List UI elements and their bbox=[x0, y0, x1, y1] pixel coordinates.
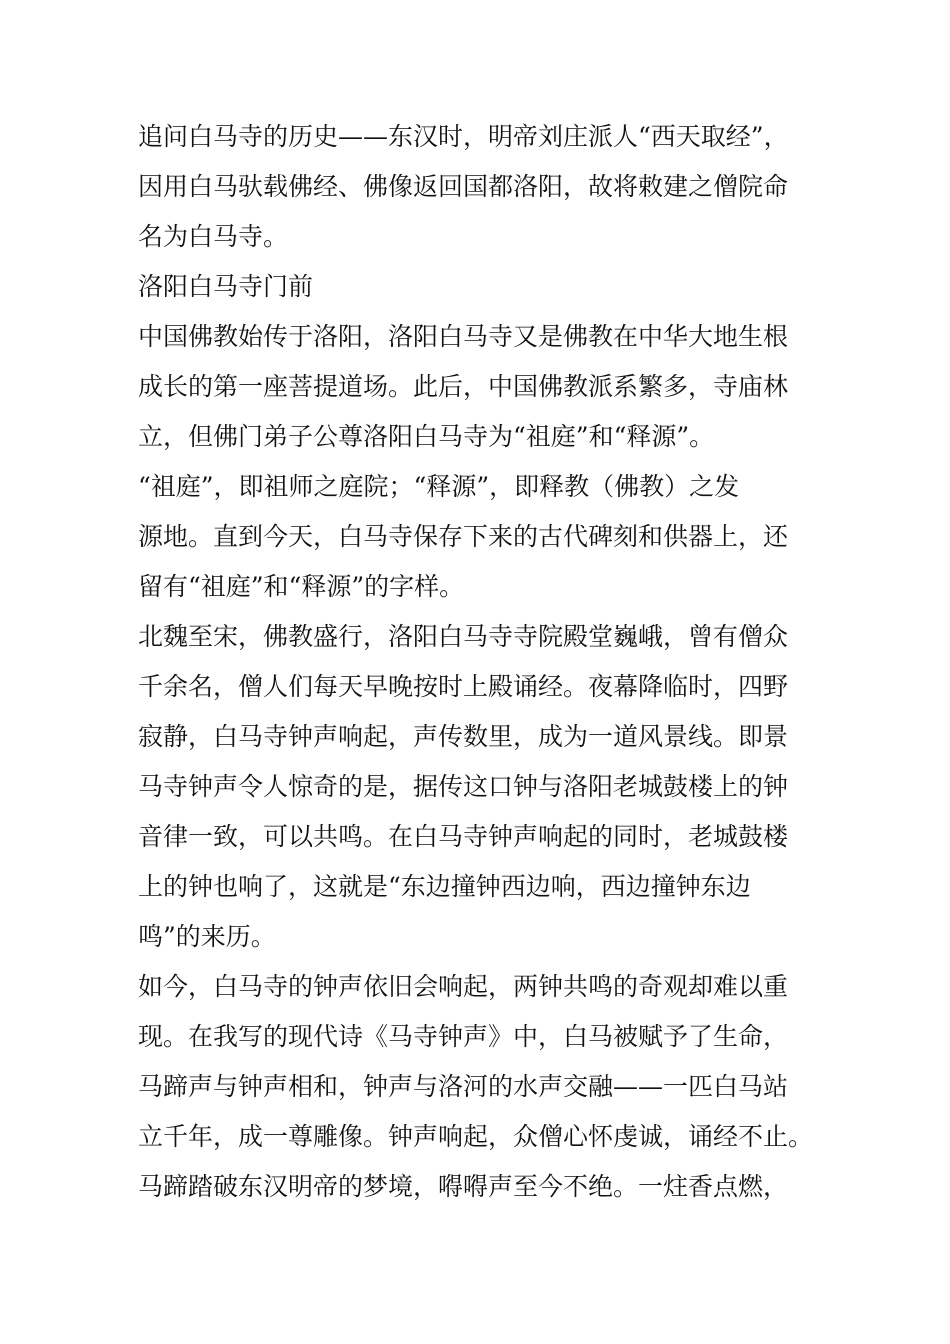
text-line-11: 北魏至宋，佛教盛行，洛阳白马寺寺院殿堂巍峨，曾有僧众 bbox=[138, 622, 789, 651]
text-line-21: 立千年，成一尊雕像。钟声响起，众僧心怀虔诚，诵经不止。 bbox=[138, 1122, 814, 1151]
text-line-18: 如今，白马寺的钟声依旧会响起，两钟共鸣的奇观却难以重 bbox=[138, 972, 789, 1001]
text-line-20: 马蹄声与钟声相和，钟声与洛河的水声交融——一匹白马站 bbox=[138, 1072, 789, 1101]
text-line-8: “祖庭”，即祖师之庭院；“释源”，即释教（佛教）之发 bbox=[138, 472, 740, 501]
text-line-1: 追问白马寺的历史——东汉时，明帝刘庄派人“西天取经”， bbox=[138, 122, 789, 151]
text-line-16: 上的钟也响了，这就是“东边撞钟西边响，西边撞钟东边 bbox=[138, 872, 751, 901]
text-line-4: 洛阳白马寺门前 bbox=[138, 272, 314, 301]
text-line-9: 源地。直到今天，白马寺保存下来的古代碑刻和供器上，还 bbox=[138, 522, 789, 551]
text-line-12: 千余名，僧人们每天早晚按时上殿诵经。夜幕降临时，四野 bbox=[138, 672, 789, 701]
text-line-13: 寂静，白马寺钟声响起，声传数里，成为一道风景线。即景 bbox=[138, 722, 789, 751]
text-line-22: 马蹄踏破东汉明帝的梦境，嘚嘚声至今不绝。一炷香点燃， bbox=[138, 1172, 789, 1201]
text-line-7: 立，但佛门弟子公尊洛阳白马寺为“祖庭”和“释源”。 bbox=[138, 422, 715, 451]
text-line-19: 现。在我写的现代诗《马寺钟声》中，白马被赋予了生命， bbox=[138, 1022, 789, 1051]
text-line-10: 留有“祖庭”和“释源”的字样。 bbox=[138, 572, 465, 601]
text-line-2: 因用白马驮载佛经、佛像返回国都洛阳，故将敕建之僧院命 bbox=[138, 172, 789, 201]
body-text bbox=[138, 112, 828, 1212]
text-line-5: 中国佛教始传于洛阳，洛阳白马寺又是佛教在中华大地生根 bbox=[138, 322, 789, 351]
text-line-14: 马寺钟声令人惊奇的是，据传这口钟与洛阳老城鼓楼上的钟 bbox=[138, 772, 789, 801]
text-line-15: 音律一致，可以共鸣。在白马寺钟声响起的同时，老城鼓楼 bbox=[138, 822, 789, 851]
text-line-17: 鸣”的来历。 bbox=[138, 922, 276, 951]
text-line-6: 成长的第一座菩提道场。此后，中国佛教派系繁多，寺庙林 bbox=[138, 372, 789, 401]
text-line-3: 名为白马寺。 bbox=[138, 222, 289, 251]
